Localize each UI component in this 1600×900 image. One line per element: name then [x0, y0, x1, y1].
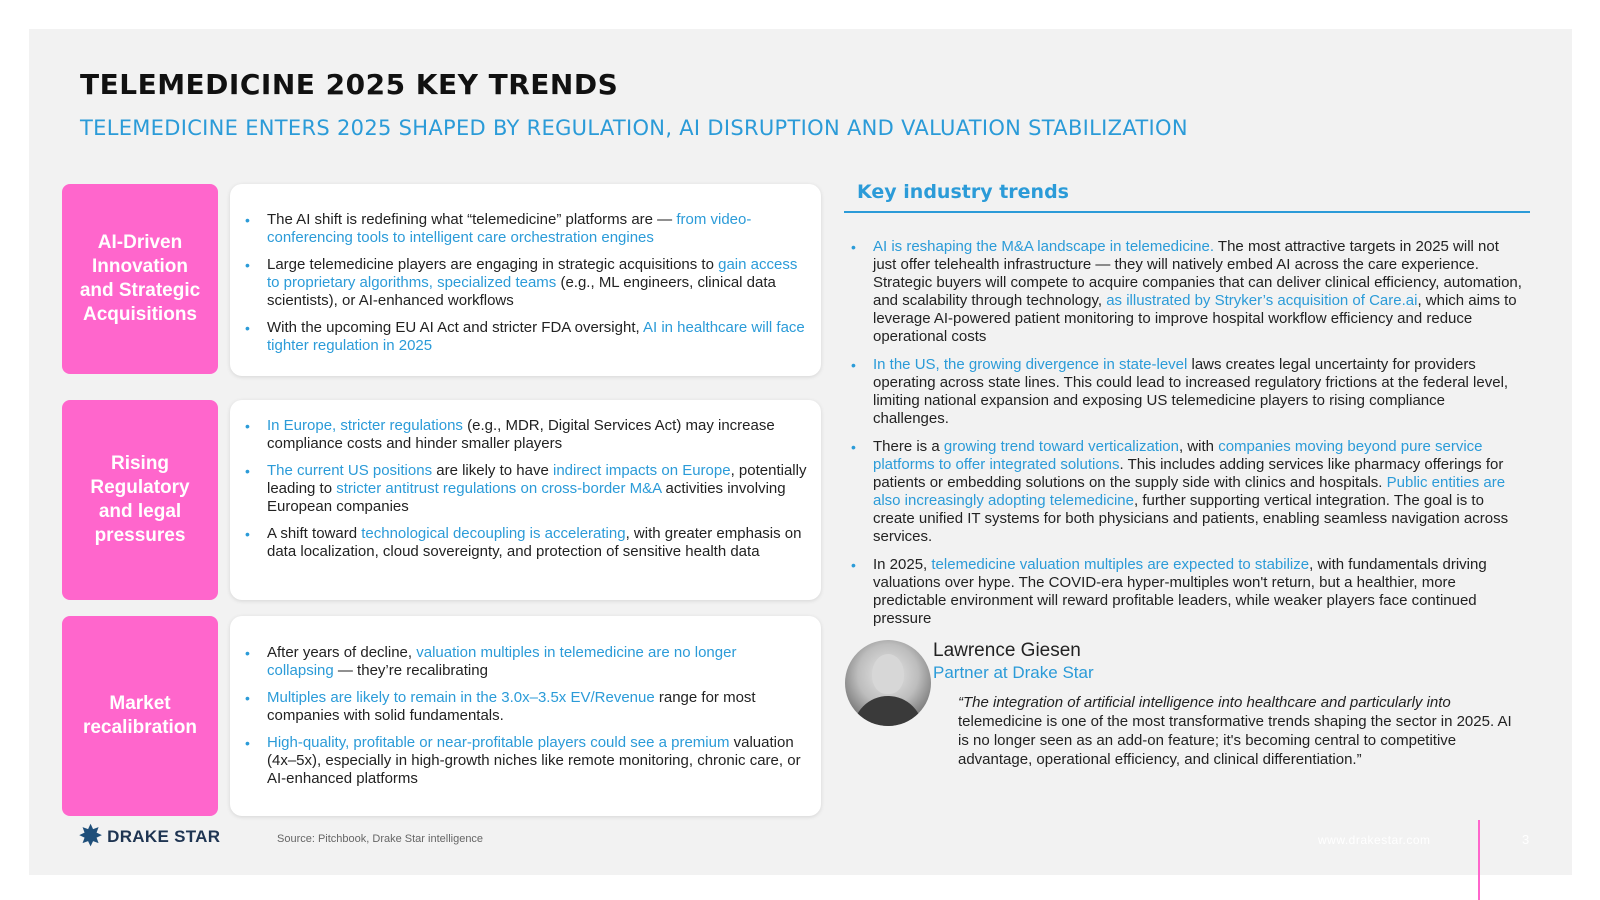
footer-divider: [1478, 820, 1480, 900]
page-title: TELEMEDICINE 2025 KEY TRENDS: [80, 68, 619, 101]
website-link[interactable]: www.drakestar.com: [1318, 833, 1431, 847]
bullet-item: [242, 644, 807, 680]
bullet-text: activities involving European companies: [267, 480, 786, 515]
highlighted-text: from video-conferencing tools to intelligent care orchestration engines: [267, 211, 752, 246]
bullet-text: There is a: [873, 438, 944, 455]
bullet-item: [242, 256, 807, 310]
highlighted-text: The current US positions: [267, 462, 433, 479]
bullet-text: . This includes adding services like pharmacy offerings for patients or embedding solutions on the supply side with clinics and hospitals.: [873, 456, 1504, 491]
highlighted-text: as illustrated by Stryker’s acquisition of Care.ai: [1106, 292, 1418, 309]
bullet-text: With the upcoming EU AI Act and stricter FDA oversight,: [267, 319, 643, 336]
quote-rest: telemedicine is one of the most transformative trends shaping the sector in 2025. AI is no longer seen as an add-on feature; it's becoming central to competitive advantage, operational efficiency, and clinical differentiation.”: [958, 713, 1512, 768]
bullet-item: [242, 525, 807, 561]
avatar-suit: [853, 696, 923, 726]
bullet-item: [848, 438, 1523, 546]
star-icon: ✸: [78, 820, 104, 853]
page-subtitle: TELEMEDICINE ENTERS 2025 SHAPED BY REGULATION, AI DISRUPTION AND VALUATION STABILIZATION: [80, 116, 1188, 140]
bullet-item: [242, 689, 807, 725]
bullet-text: The most attractive targets in 2025 will not just offer telehealth infrastructure — they will natively embed AI across the care experience. Strategic buyers will compete to acquire companies that can deliver clinical efficiency, automation, and scalability through technology,: [873, 238, 1522, 309]
source-note: Source: Pitchbook, Drake Star intelligence: [277, 833, 484, 845]
highlighted-text: indirect impacts on Europe: [552, 462, 731, 479]
bullet-list: [242, 417, 807, 570]
bullet-text: A shift toward: [267, 525, 362, 542]
highlighted-text: High-quality, profitable or near-profitable players could see a premium: [267, 734, 730, 751]
bullet-text: , further supporting vertical integration. The goal is to create unified IT systems for both physicians and patients, enabling seamless navigation across services.: [873, 492, 1509, 545]
bullet-item: [242, 417, 807, 453]
bullet-item: [848, 356, 1523, 428]
highlighted-text: stricter antitrust regulations on cross-border M&A: [336, 480, 662, 497]
section-card-market: [230, 616, 821, 816]
highlighted-text: AI is reshaping the M&A landscape in telemedicine.: [873, 238, 1215, 255]
bullet-item: [242, 319, 807, 355]
drake-star-logo: [78, 820, 221, 853]
bullet-text: , with greater emphasis on data localization, cloud sovereignty, and protection of sensitive health data: [267, 525, 802, 560]
section-label-regulatory: [62, 400, 218, 600]
quote-italic: “The integration of artificial intelligence into healthcare and particularly into: [958, 694, 1451, 711]
highlighted-text: growing trend toward verticalization: [943, 438, 1179, 455]
highlighted-text: valuation multiples in telemedicine are no longer collapsing: [267, 644, 737, 679]
bullet-list: [242, 211, 807, 364]
section-label-text: Market recalibration: [82, 693, 198, 738]
bullet-text: , which aims to leverage AI-powered patient monitoring to improve hospital workflow efficiency and reduce operational costs: [873, 292, 1517, 345]
bullet-text: — they’re recalibrating: [333, 662, 488, 679]
key-trends-divider: [844, 211, 1530, 213]
bullet-text: , with: [1179, 438, 1219, 455]
bullet-list: [242, 644, 807, 797]
bullet-text: laws creates legal uncertainty for providers operating across state lines. This could lead to increased regulatory frictions at the federal level, limiting national expansion and exposing US telemedicine players to rising compliance challenges.: [873, 356, 1509, 427]
key-trends-title: Key industry trends: [857, 181, 1069, 203]
person-role: Partner at Drake Star: [933, 663, 1094, 682]
section-card-regulatory: [230, 400, 821, 600]
bullet-text: After years of decline,: [267, 644, 417, 661]
highlighted-text: technological decoupling is accelerating: [361, 525, 626, 542]
section-label-ai: [62, 184, 218, 374]
section-label-text: AI-Driven Innovation and Strategic Acquisitions: [79, 232, 201, 325]
person-avatar: [845, 640, 931, 726]
bullet-text: are likely to have: [432, 462, 553, 479]
highlighted-text: Multiples are likely to remain in the 3.0x–3.5x EV/Revenue: [267, 689, 655, 706]
bullet-text: , with fundamentals driving valuations over hype. The COVID-era hyper-multiples won't return, but a healthier, more predictable environment will reward profitable leaders, while weaker players face continued pressure: [873, 556, 1487, 627]
bullet-item: [848, 238, 1523, 346]
highlighted-text: Public entities are also increasingly adopting telemedicine: [873, 474, 1506, 509]
bullet-text: The AI shift is redefining what “telemedicine” platforms are —: [267, 211, 677, 228]
bullet-text: range for most companies with solid fundamentals.: [267, 689, 756, 724]
bullet-text: (e.g., ML engineers, clinical data scientists), or AI-enhanced workflows: [267, 274, 776, 309]
highlighted-text: gain access to proprietary algorithms, specialized teams: [267, 256, 798, 291]
highlighted-text: AI in healthcare will face tighter regulation in 2025: [267, 319, 805, 354]
page-number: 3: [1522, 832, 1530, 847]
highlighted-text: In the US, the growing divergence in state-level: [873, 356, 1188, 373]
highlighted-text: companies moving beyond pure service platforms to offer integrated solutions: [873, 438, 1483, 473]
testimonial-quote: [958, 693, 1523, 769]
bullet-item: [242, 734, 807, 788]
bullet-item: [242, 211, 807, 247]
bullet-item: [242, 462, 807, 516]
bullet-text: In 2025,: [873, 556, 932, 573]
avatar-face: [872, 654, 904, 694]
person-name: Lawrence Giesen: [933, 640, 1081, 661]
highlighted-text: In Europe, stricter regulations: [267, 417, 463, 434]
bullet-text: Large telemedicine players are engaging in strategic acquisitions to: [267, 256, 719, 273]
bullet-text: valuation (4x–5x), especially in high-growth niches like remote monitoring, chronic care, or AI-enhanced platforms: [267, 734, 801, 787]
section-label-market: [62, 616, 218, 816]
key-trends-list: [848, 238, 1523, 638]
section-label-text: Rising Regulatory and legal pressures: [90, 453, 190, 546]
section-card-ai: [230, 184, 821, 376]
bullet-item: [848, 556, 1523, 628]
highlighted-text: telemedicine valuation multiples are expected to stabilize: [931, 556, 1310, 573]
logo-text: DRAKE STAR: [107, 827, 221, 846]
bullet-text: , potentially leading to: [267, 462, 807, 497]
bullet-text: (e.g., MDR, Digital Services Act) may increase compliance costs and hinder smaller players: [267, 417, 775, 452]
